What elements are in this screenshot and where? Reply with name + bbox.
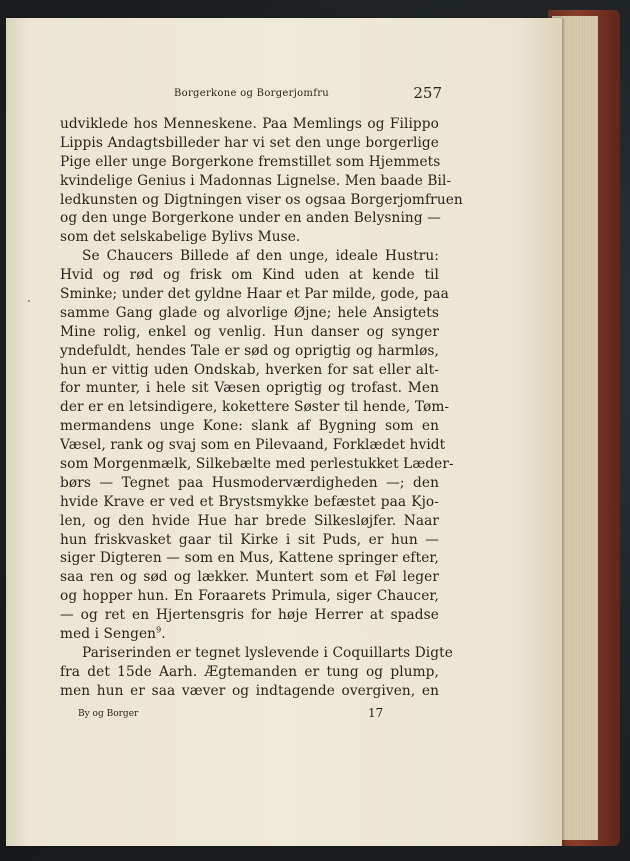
text-line bbox=[60, 285, 449, 304]
signature-title: By og Borger bbox=[78, 709, 139, 719]
text-line bbox=[60, 474, 439, 493]
line-suffix: . bbox=[161, 626, 166, 643]
text-line-content: Se Chaucers Billede af den unge, ideale Hustru: bbox=[82, 248, 439, 265]
text-line-content: og den unge Borgerkone under en anden Belysning — bbox=[60, 210, 441, 227]
paper-speck bbox=[28, 300, 30, 302]
text-line-content: Pariserinden er tegnet lyslevende i Coquillarts Digte bbox=[82, 644, 453, 661]
text-line bbox=[60, 625, 439, 644]
text-line-content: siger Digteren — som en Mus, Kattene springer efter, bbox=[60, 550, 439, 567]
text-line bbox=[60, 455, 454, 474]
text-line-content: som Morgenmælk, Silkebælte med perlestukket Læder- bbox=[60, 456, 454, 473]
text-line-content: men hun er saa væver og indtagende overgiven, en bbox=[60, 682, 439, 699]
running-title: Borgerkone og Borgerjomfru bbox=[174, 88, 330, 99]
text-line bbox=[60, 512, 439, 531]
text-line bbox=[60, 361, 439, 380]
text-line bbox=[60, 247, 439, 266]
text-line-content: der er en letsindigere, kokettere Søster til hende, Tøm- bbox=[60, 399, 450, 416]
text-line-content: ledkunsten og Digtningen viser os ogsaa Borgerjomfruen bbox=[60, 191, 463, 208]
text-line-content: mermandens unge Kone: slank af Bygning som en bbox=[60, 418, 439, 435]
text-line bbox=[60, 323, 439, 342]
text-line bbox=[60, 436, 446, 455]
text-line bbox=[60, 379, 439, 398]
text-line bbox=[60, 266, 439, 285]
text-line-content: Lippis Andagtsbilleder har vi set den unge borgerlige bbox=[60, 134, 439, 151]
text-line-content: len, og den hvide Hue har brede Silkesløjfer. Naar bbox=[60, 512, 439, 529]
text-line bbox=[60, 398, 450, 417]
text-line-content: Sminke; under det gyldne Haar et Par milde, gode, paa bbox=[60, 286, 449, 303]
text-line-content: Pige eller unge Borgerkone fremstillet som Hjemmets bbox=[60, 153, 441, 170]
text-line bbox=[60, 606, 439, 625]
text-line bbox=[60, 417, 439, 436]
text-line bbox=[60, 682, 439, 701]
text-line-content: Væsel, rank og svaj som en Pilevaand, Forklædet hvidt bbox=[60, 437, 446, 454]
text-line bbox=[60, 191, 463, 210]
body-text bbox=[60, 115, 463, 701]
text-line-content: yndefuldt, hendes Tale er sød og oprigtig og harmløs, bbox=[60, 342, 439, 359]
text-line-content: hun friskvasket gaar til Kirke i sit Puds, er hun — bbox=[60, 531, 439, 548]
page-footer bbox=[78, 706, 384, 724]
text-line bbox=[60, 172, 452, 191]
text-line bbox=[60, 209, 439, 228]
text-line-content: — og ret en Hjertensgris for høje Herrer at spadse bbox=[60, 607, 439, 624]
text-line bbox=[60, 228, 439, 247]
text-line-content: børs — Tegnet paa Husmoderværdigheden —; den bbox=[60, 474, 439, 491]
text-line bbox=[60, 342, 439, 361]
text-line bbox=[60, 663, 439, 682]
text-line-content: udviklede hos Menneskene. Paa Memlings og Filippo bbox=[60, 116, 439, 132]
page-number: 257 bbox=[413, 84, 442, 102]
text-line-content: Hvid og rød og frisk om Kind uden at kende til bbox=[60, 267, 439, 284]
text-line bbox=[60, 568, 439, 587]
text-line bbox=[60, 644, 453, 663]
text-line bbox=[60, 304, 439, 323]
text-line-content: med i Sengen bbox=[60, 626, 157, 643]
text-line-content: kvindelige Genius i Madonnas Lignelse. Men baade Bil- bbox=[60, 172, 452, 189]
text-line bbox=[60, 134, 439, 153]
text-line bbox=[60, 115, 439, 134]
text-line-content: for munter, i hele sit Væsen oprigtig og trofast. Men bbox=[60, 380, 439, 397]
text-line bbox=[60, 587, 439, 606]
text-line-content: saa ren og sød og lækker. Muntert som et Føl leger bbox=[60, 569, 439, 586]
page-header bbox=[174, 86, 442, 106]
signature-number: 17 bbox=[368, 706, 384, 720]
text-line-content: hvide Krave er ved et Brystsmykke befæstet paa Kjo- bbox=[60, 493, 439, 510]
text-line-content: samme Gang glade og alvorlige Øjne; hele Ansigtets bbox=[60, 304, 439, 321]
text-line-content: og hopper hun. En Foraarets Primula, siger Chaucer, bbox=[60, 588, 439, 605]
text-line-content: hun er vittig uden Ondskab, hverken for sat eller alt- bbox=[60, 361, 439, 378]
text-line-content: Mine rolig, enkel og venlig. Hun danser og synger bbox=[60, 323, 439, 340]
text-line bbox=[60, 493, 439, 512]
footnote-marker: 9 bbox=[156, 625, 162, 635]
text-line bbox=[60, 531, 439, 550]
text-line-content: som det selskabelige Bylivs Muse. bbox=[60, 229, 301, 246]
text-line bbox=[60, 549, 439, 568]
text-line-content: fra det 15de Aarh. Ægtemanden er tung og plump, bbox=[60, 663, 439, 680]
text-line bbox=[60, 153, 439, 172]
